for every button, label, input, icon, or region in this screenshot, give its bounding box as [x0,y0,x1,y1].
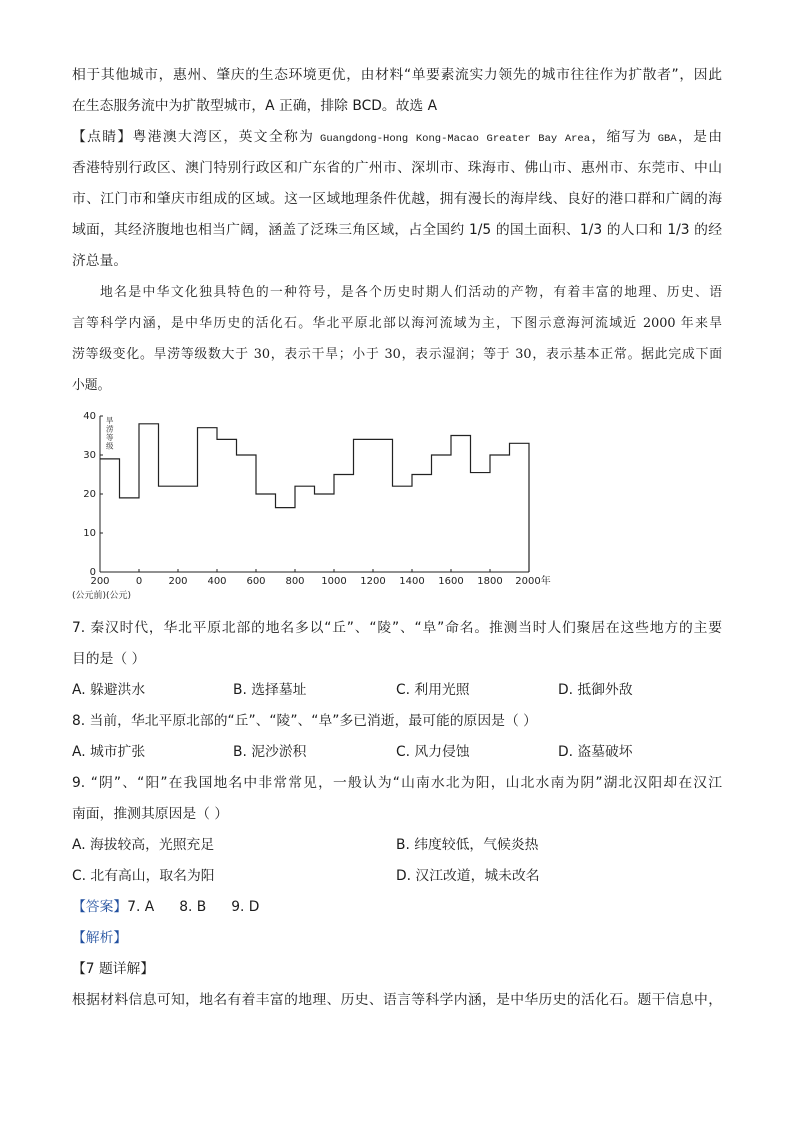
y-axis-label [106,416,114,451]
dianjing-line: 济总量。 [72,253,128,269]
drought-flood-step-line [100,424,529,572]
option-b: B. 泥沙淤积 [233,744,307,760]
question-7-options [72,675,722,706]
x-tick-label: 1800 [477,576,503,587]
drought-flood-chart [60,405,560,605]
dianjing-text: ，是由 [676,129,722,145]
x-tick-label: 400 [207,576,227,587]
question-9-options-row [72,861,722,892]
answer-item: 8. B [179,899,207,915]
x-tick-label: 1400 [399,576,425,587]
y-tick-label: 30 [83,450,96,461]
x-tick-label: 2000年 [515,576,551,587]
option-a: A. 躲避洪水 [72,682,146,698]
question-7-stem: 目的是（ ） [72,651,146,667]
y-axis-label-char: 等 [106,433,114,442]
questions-block [72,613,722,1016]
analysis-label: 【解析】 [72,930,128,946]
dianjing-abbreviation: GBA [657,133,677,145]
dianjing-text: ，缩写为 [590,129,658,145]
x-tick-label: 1200 [360,576,386,587]
analysis-text-line: 根据材料信息可知，地名有着丰富的地理、历史、语言等科学内涵，是中华历史的活化石。题干信息中， [72,992,722,1008]
y-tick-label: 20 [83,489,96,500]
answer-item: 9. D [231,899,260,915]
x-tick-label: 800 [285,576,305,587]
question-9-options-row [72,830,722,861]
question-7-stem: 7. 秦汉时代，华北平原北部的地名多以“丘”、“陵”、“阜”命名。推测当时人们聚居在这些地方的主要 [72,620,722,636]
option-d: D. 汉江改道，城未改名 [396,868,540,884]
x-tick-label: 200 [90,576,110,587]
option-c: C. 北有高山，取名为阳 [72,868,215,884]
answer-line [72,892,722,923]
question-8-stem: 8. 当前，华北平原北部的“丘”、“陵”、“阜”多已消逝，最可能的原因是（ ） [72,713,537,729]
material-line: 言等科学内涵，是中华历史的活化石。华北平原北部以海河流域为主，下图示意海河流域近 2000 年来旱 [72,316,722,331]
x-tick-label: 600 [246,576,266,587]
dianjing-text: 粤港澳大湾区，英文全称为 [132,129,321,145]
dianjing-line: 香港特别行政区、澳门特别行政区和广东省的广州市、深圳市、珠海市、佛山市、惠州市、东莞市、中山 [72,160,722,176]
y-axis-label-char: 级 [106,441,114,451]
y-axis-label-char: 旱 [106,416,114,425]
question-8-options [72,737,722,768]
answer-label: 【答案】 [72,899,128,915]
option-b: B. 选择墓址 [233,682,307,698]
question-9-stem: 9. “阴”、“阳”在我国地名中非常常见，一般认为“山南水北为阳，山北水南为阴”湖北汉阳却在汉江 [72,775,722,791]
dianjing-line: 市、江门市和肇庆市组成的区域。这一区域地理条件优越，拥有漫长的海岸线、良好的港口群和广阔的海 [72,191,722,207]
x-tick-label: 1000 [321,576,347,587]
x-tick-label: 200 [168,576,188,587]
previous-answer-line: 在生态服务流中为扩散型城市，A 正确，排除 BCD。故选 A [72,98,438,114]
y-tick-label: 0 [89,567,96,578]
material-line: 地名是中华文化独具特色的一种符号，是各个历史时期人们活动的产物，有着丰富的地理、历史、语 [100,285,722,300]
y-axis-label-char: 涝 [106,424,114,434]
analysis-line [72,923,722,954]
option-d: D. 盗墓破坏 [558,744,633,760]
x-tick-label: 0 [135,576,143,587]
answer-item: 7. A [127,899,155,915]
dianjing-first-line [72,122,722,153]
x-era-note: (公元前)(公元) [72,591,132,601]
question-9-stem: 南面，推测其原因是（ ） [72,806,229,822]
option-c: C. 利用光照 [396,682,470,698]
material-line: 小题。 [72,378,111,393]
top-text-block [72,60,722,401]
dianjing-label: 【点睛】 [72,129,133,145]
x-tick-label: 1600 [438,576,464,587]
material-line: 涝等级变化。旱涝等级数大于 30，表示干旱；小于 30，表示湿润；等于 30，表示基本正常。据此完成下面 [72,347,722,362]
previous-answer-line: 相于其他城市，惠州、肇庆的生态环境更优，由材料“单要素流实力领先的城市往往作为扩散者”，因此 [72,67,722,83]
option-b: B. 纬度较低，气候炎热 [396,837,539,853]
y-tick-label: 10 [83,528,96,539]
analysis-sub-label: 【7 题详解】 [72,961,155,977]
dianjing-line: 域面，其经济腹地也相当广阔，涵盖了泛珠三角区域，占全国约 1/5 的国土面积、1/3 的人口和 1/3 的经 [72,222,722,238]
option-a: A. 城市扩张 [72,744,146,760]
y-tick-label: 40 [83,411,96,422]
dianjing-english-name: Guangdong-Hong Kong-Macao Greater Bay Area [320,133,591,145]
option-a: A. 海拔较高，光照充足 [72,837,215,853]
option-c: C. 风力侵蚀 [396,744,470,760]
option-d: D. 抵御外敌 [558,682,633,698]
